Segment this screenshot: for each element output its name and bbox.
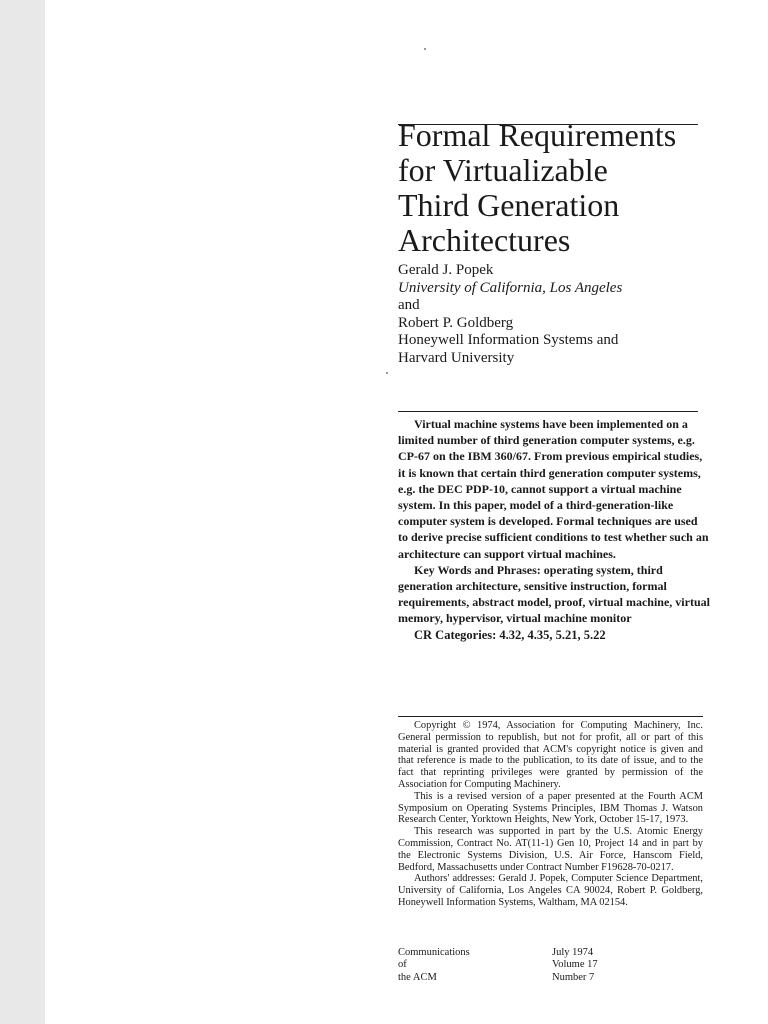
- author-affiliation: Honeywell Information Systems and: [398, 332, 619, 348]
- title-line: Formal Requirements: [398, 117, 677, 153]
- abstract-rule: [398, 411, 698, 412]
- support-note: This research was supported in part by the U.S. Atomic Energy Commission, Contract No. AT(11-1) Gen 10, Project 14 and in part by the Electronic Systems Division, U.S. Air Force, Hanscom Field, Bedford, Massachusetts under Contract Number F19628-70-0217.: [398, 826, 703, 873]
- revision-note: This is a revised version of a paper presented at the Fourth ACM Symposium on Operating Systems Principles, IBM Thomas J. Watson Research Center, Yorktown Heights, New York, October 15-17, 1973.: [398, 790, 703, 826]
- journal-name: [398, 947, 470, 984]
- author-affiliation: Harvard University: [398, 349, 515, 366]
- issue-date: July 1974: [552, 947, 594, 958]
- copyright-notice: Copyright © 1974, Association for Computing Machinery, Inc. General permission to republish, but not for profit, all or part of this material is granted provided that ACM's copyright notice is given and that reference is made to the publication, to its date of issue, and to the fact that reprinting privileges were granted by permission of the Association for Computing Machinery.: [398, 720, 703, 790]
- author-block: [398, 262, 728, 367]
- footnote-block: [398, 720, 703, 909]
- issue-info: [552, 947, 598, 984]
- author-name: Gerald J. Popek: [398, 262, 494, 278]
- abstract-block: [398, 416, 710, 643]
- issue-number: Number 7: [552, 971, 595, 983]
- title-line: for Virtualizable: [398, 152, 608, 188]
- addresses-note: Authors' addresses: Gerald J. Popek, Computer Science Department, University of California, Los Angeles CA 90024, Robert P. Goldberg, Honeywell Information Systems, Waltham, MA 02154.: [398, 873, 703, 908]
- journal-name-line: of: [398, 959, 407, 971]
- scan-speck: [424, 48, 426, 50]
- author-affiliation: University of California, Los Angeles: [398, 279, 623, 296]
- author-name: Robert P. Goldberg: [398, 314, 514, 331]
- abstract-text: Virtual machine systems have been implemented on a limited number of third generation computer systems, e.g. CP-67 on the IBM 360/67. From previous empirical studies, it is known that certain third generation computer systems, e.g. the DEC PDP-10, cannot support a virtual machine system. In this paper, model of a third-generation-like computer system is developed. Formal techniques are used to derive precise sufficient conditions to test whether such an architecture can support virtual machines.: [398, 417, 709, 561]
- notes-rule: [398, 716, 703, 717]
- keywords-text: Key Words and Phrases: operating system, third generation architecture, sensitive instruction, formal requirements, abstract model, proof, virtual machine, virtual memory, hypervisor, virtual machine monitor: [398, 562, 710, 626]
- paper-title: [398, 118, 728, 258]
- scan-speck: [386, 372, 388, 374]
- journal-name-line: the ACM: [398, 971, 437, 983]
- issue-volume: Volume 17: [552, 959, 598, 971]
- cr-categories: CR Categories: 4.32, 4.35, 5.21, 5.22: [414, 627, 606, 642]
- title-line: Architectures: [398, 222, 571, 258]
- author-conjunction: and: [398, 297, 420, 313]
- journal-name-line: Communications: [398, 947, 470, 958]
- title-line: Third Generation: [398, 187, 620, 223]
